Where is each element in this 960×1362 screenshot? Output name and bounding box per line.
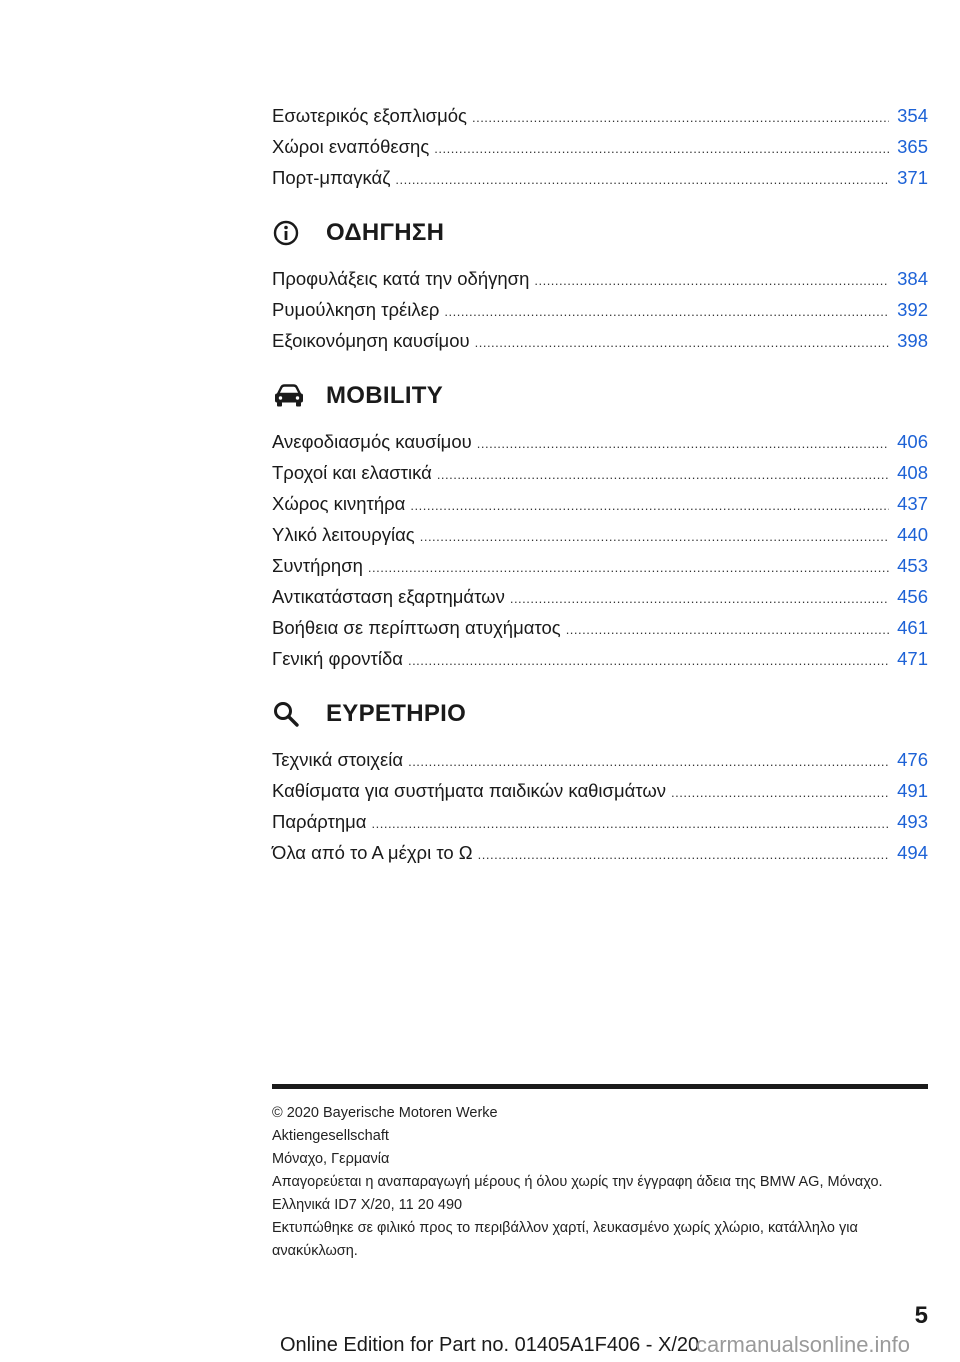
toc-row[interactable] [272, 837, 928, 868]
imprint-rights: Απαγορεύεται η αναπαραγωγή μέρους ή όλου χωρίς την έγγραφη άδεια της BMW AG, Μόναχο. [272, 1174, 883, 1190]
toc-entry-title: Πορτ-μπαγκάζ [272, 167, 391, 188]
toc-entry-title: Ανεφοδιασμός καυσίμου [272, 431, 472, 452]
leader-dots [408, 746, 889, 777]
imprint-edition: Ελληνικά ID7 X/20, 11 20 490 [272, 1197, 463, 1213]
divider-rule [272, 1084, 928, 1089]
imprint-paper-note: Εκτυπώθηκε σε φιλικό προς το περιβάλλον χαρτί, λευκασμένο χωρίς χλώριο, κατάλληλο για ανακύκλωση. [272, 1220, 858, 1259]
toc-row[interactable] [272, 806, 928, 837]
toc-entry-title: Χώρος κινητήρα [272, 493, 406, 514]
toc-page-link[interactable]: 456 [897, 586, 928, 607]
section-title: ΟΔΗΓΗΣΗ [326, 219, 445, 246]
toc-page-link[interactable]: 437 [897, 493, 928, 514]
toc-page-link[interactable]: 476 [897, 749, 928, 770]
toc-entry-title: Παράρτημα [272, 811, 367, 832]
leader-dots [478, 839, 889, 870]
toc-page-link[interactable]: 493 [897, 811, 928, 832]
toc-entry-title: Υλικό λειτουργίας [272, 524, 415, 545]
toc-page-link[interactable]: 392 [897, 299, 928, 320]
leader-dots [510, 583, 889, 614]
section-title: MOBILITY [326, 382, 444, 409]
toc-page-link[interactable]: 494 [897, 842, 928, 863]
leader-dots [534, 265, 889, 296]
toc-page-link[interactable]: 354 [897, 105, 928, 126]
leader-dots [437, 459, 889, 490]
search-icon [272, 694, 312, 734]
watermark: carmanualsonline.info [696, 1332, 911, 1357]
imprint-company: Aktiengesellschaft [272, 1128, 389, 1144]
leader-dots [372, 808, 890, 839]
table-of-contents [272, 100, 928, 868]
toc-entry-title: Χώροι εναπόθεσης [272, 136, 430, 157]
toc-entry-title: Συντήρηση [272, 555, 363, 576]
toc-page-link[interactable]: 365 [897, 136, 928, 157]
toc-row[interactable] [272, 643, 928, 674]
toc-entry-title: Γενική φροντίδα [272, 648, 403, 669]
section-heading-mobility [272, 366, 928, 426]
toc-row[interactable] [272, 263, 928, 294]
section-heading-driving [272, 203, 928, 263]
toc-row[interactable] [272, 744, 928, 775]
imprint-block [272, 1102, 928, 1263]
leader-dots [368, 552, 889, 583]
online-edition-footer: Online Edition for Part no. 01405A1F406 - X/20 [280, 1334, 700, 1356]
leader-dots [472, 102, 889, 133]
toc-entry-title: Καθίσματα για συστήματα παιδικών καθισμάτων [272, 780, 667, 801]
toc-page-link[interactable]: 398 [897, 330, 928, 351]
toc-page-link[interactable]: 453 [897, 555, 928, 576]
toc-page-link[interactable]: 491 [897, 780, 928, 801]
toc-entry-title: Βοήθεια σε περίπτωση ατυχήματος [272, 617, 561, 638]
leader-dots [475, 327, 889, 358]
toc-row[interactable] [272, 325, 928, 356]
info-circle-icon [272, 213, 312, 253]
toc-entry-title: Ρυμούλκηση τρέιλερ [272, 299, 440, 320]
leader-dots [408, 645, 889, 676]
toc-group-interior [272, 100, 928, 193]
toc-page-link[interactable]: 408 [897, 462, 928, 483]
toc-row[interactable] [272, 550, 928, 581]
toc-page-link[interactable]: 384 [897, 268, 928, 289]
toc-row[interactable] [272, 294, 928, 325]
car-icon [272, 376, 312, 416]
toc-row[interactable] [272, 581, 928, 612]
leader-dots [420, 521, 889, 552]
toc-page-link[interactable]: 406 [897, 431, 928, 452]
leader-dots [477, 428, 889, 459]
toc-entry-title: Εξοικονόμηση καυσίμου [272, 330, 470, 351]
leader-dots [444, 296, 889, 327]
section-heading-index [272, 684, 928, 744]
leader-dots [566, 614, 889, 645]
toc-entry-title: Προφυλάξεις κατά την οδήγηση [272, 268, 530, 289]
toc-row[interactable] [272, 100, 928, 131]
toc-page-link[interactable]: 440 [897, 524, 928, 545]
toc-row[interactable] [272, 775, 928, 806]
toc-row[interactable] [272, 612, 928, 643]
toc-entry-title: Εσωτερικός εξοπλισμός [272, 105, 467, 126]
toc-entry-title: Τροχοί και ελαστικά [272, 462, 432, 483]
toc-row[interactable] [272, 162, 928, 193]
toc-page-link[interactable]: 471 [897, 648, 928, 669]
toc-entry-title: Αντικατάσταση εξαρτημάτων [272, 586, 505, 607]
toc-row[interactable] [272, 457, 928, 488]
page-number: 5 [914, 1302, 928, 1329]
toc-row[interactable] [272, 426, 928, 457]
toc-row[interactable] [272, 488, 928, 519]
leader-dots [671, 777, 889, 808]
imprint-copyright: © 2020 Bayerische Motoren Werke [272, 1105, 498, 1121]
toc-page-link[interactable]: 371 [897, 167, 928, 188]
toc-row[interactable] [272, 519, 928, 550]
toc-entry-title: Όλα από το Α μέχρι το Ω [272, 842, 473, 863]
leader-dots [395, 164, 889, 195]
toc-page-link[interactable]: 461 [897, 617, 928, 638]
toc-row[interactable] [272, 131, 928, 162]
leader-dots [434, 133, 889, 164]
toc-entry-title: Τεχνικά στοιχεία [272, 749, 404, 770]
leader-dots [410, 490, 889, 521]
section-title: ΕΥΡΕΤΗΡΙΟ [326, 700, 467, 727]
imprint-location: Μόναχο, Γερμανία [272, 1151, 390, 1167]
